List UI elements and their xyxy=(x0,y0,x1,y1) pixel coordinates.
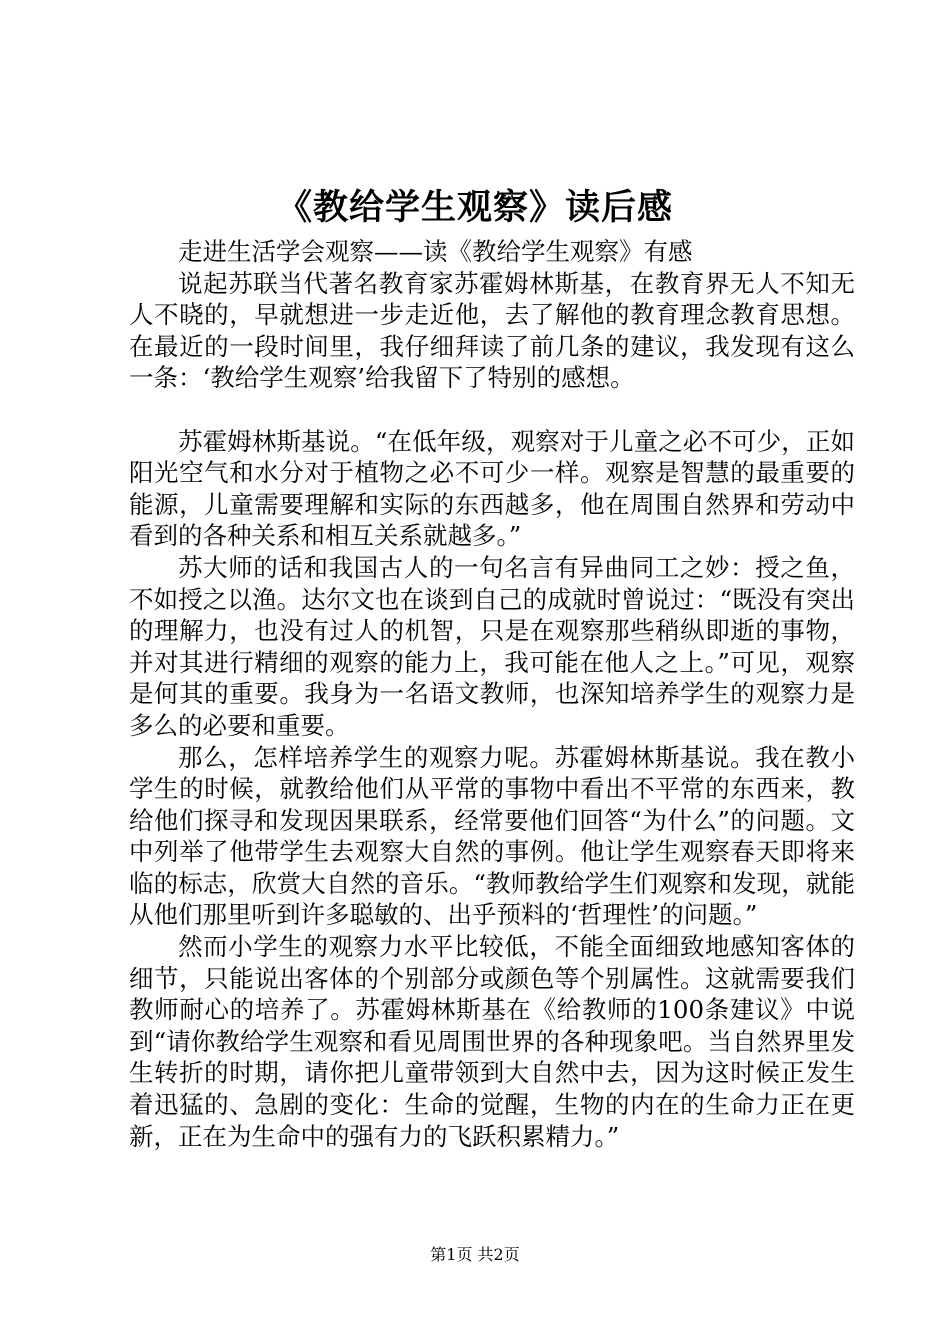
paragraph-2: 苏霍姆林斯基说。“在低年级，观察对于儿童之必不可少，正如阳光空气和水分对于植物之必不可少一样。观察是智慧的最重要的能源，儿童需要理解和实际的东西越多，他在周围自然界和劳动中看到的各种关系和相互关系就越多。” xyxy=(129,426,855,551)
paragraph-3: 苏大师的话和我国古人的一句名言有异曲同工之妙：授之鱼，不如授之以渔。达尔文也在谈到自己的成就时曾说过：“既没有突出的理解力，也没有过人的机智，只是在观察那些稍纵即逝的事物，并对其进行精细的观察的能力上，我可能在他人之上。”可见，观察是何其的重要。我身为一名语文教师，也深知培养学生的观察力是多么的必要和重要。 xyxy=(129,552,855,740)
document-title: 《教给学生观察》读后感 xyxy=(276,187,673,228)
document-body xyxy=(129,236,855,1152)
page-footer: 第1页 共2页 xyxy=(430,1245,520,1264)
paragraph-5: 然而小学生的观察力水平比较低，不能全面细致地感知客体的细节，只能说出客体的个别部分或颜色等个别属性。这就需要我们教师耐心的培养了。苏霍姆林斯基在《给教师的100条建议》中说到“请你教给学生观察和看见周围世界的各种现象吧。当自然界里发生转折的时期，请你把儿童带领到大自然中去，因为这时候正发生着迅猛的、急剧的变化：生命的觉醒，生物的内在的生命力正在更新，正在为生命中的强有力的飞跃积累精力。” xyxy=(129,932,855,1151)
paragraph-4: 那么，怎样培养学生的观察力呢。苏霍姆林斯基说。我在教小学生的时候，就教给他们从平常的事物中看出不平常的东西来，教给他们探寻和发现因果联系，经常要他们回答“为什么”的问题。文中列举了他带学生去观察大自然的事例。他让学生观察春天即将来临的标志，欣赏大自然的音乐。“教师教给学生们观察和发现，就能从他们那里听到许多聪敏的、出乎预料的‘哲理性’的问题。” xyxy=(129,742,855,930)
document-subtitle: 走进生活学会观察——读《教给学生观察》有感 xyxy=(178,237,693,266)
paragraph-1: 说起苏联当代著名教育家苏霍姆林斯基，在教育界无人不知无人不晓的，早就想进一步走近他，去了解他的教育理念教育思想。在最近的一段时间里，我仔细拜读了前几条的建议，我发现有这么一条：‘教给学生观察’给我留下了特别的感想。 xyxy=(129,268,855,393)
